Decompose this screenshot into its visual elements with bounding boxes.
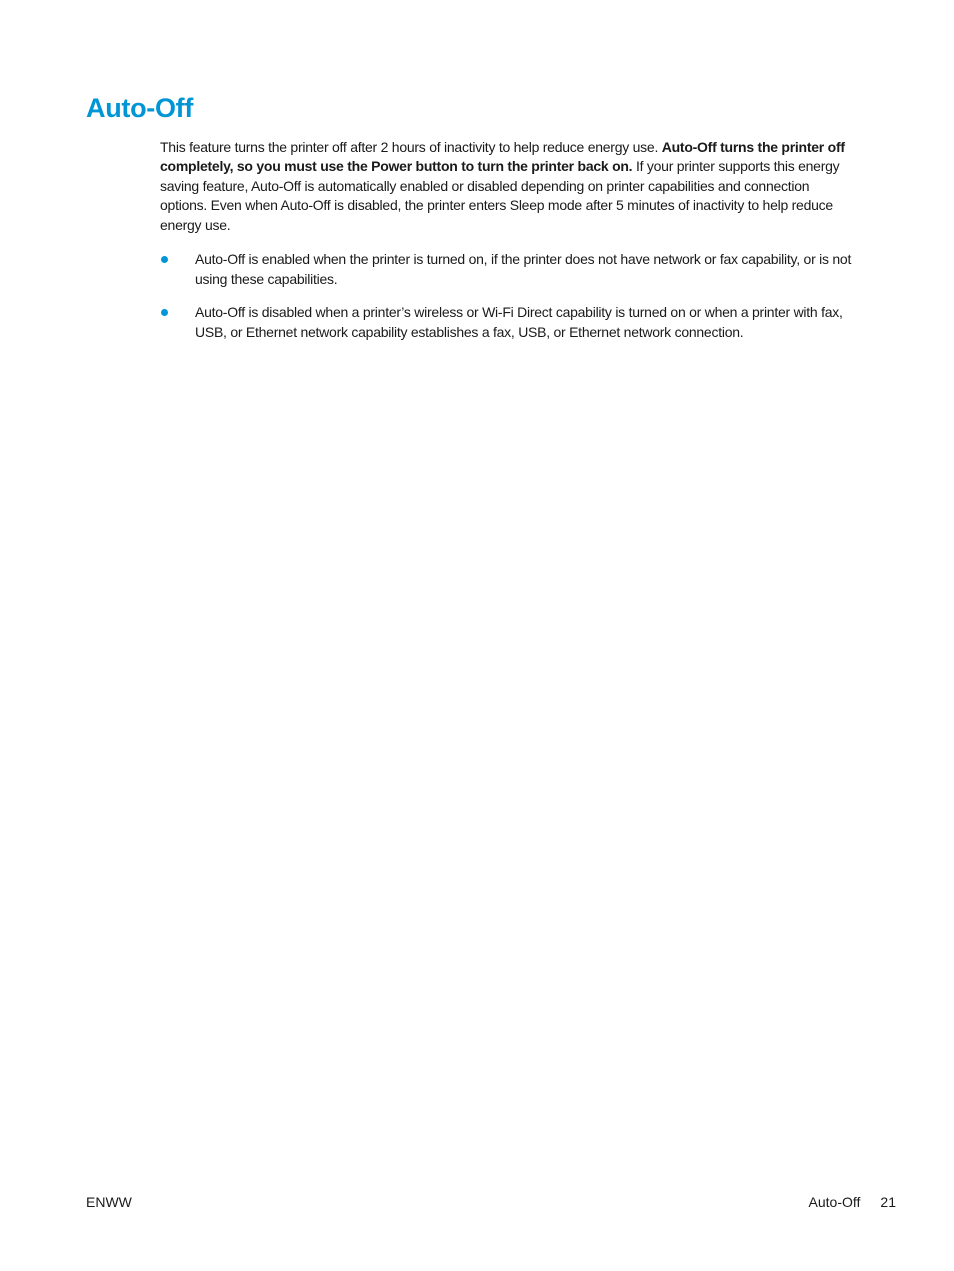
footer-page-info xyxy=(809,1192,896,1212)
intro-paragraph xyxy=(160,138,860,235)
content-body xyxy=(160,138,860,355)
page-title: Auto-Off xyxy=(86,93,194,123)
list-item xyxy=(160,249,875,289)
footer-document-id: ENWW xyxy=(86,1194,132,1210)
bullet-icon xyxy=(161,256,168,263)
page-number: 21 xyxy=(880,1194,896,1210)
intro-text-start: This feature turns the printer off after 2 hours of inactivity to help reduce energy use. xyxy=(160,139,662,155)
intro-bold-warning: Auto-Off turns the printer off completely, so you must use the Power button to turn the printer back on. xyxy=(160,139,845,175)
list-item xyxy=(160,302,875,342)
intro-text-end: If your printer supports this energy saving feature, Auto-Off is automatically enabled or disabled depending on printer capabilities and connection options. Even when Auto-Off is disabled, the printer enters Sleep mode after 5 minutes of inactivity to help reduce energy use. xyxy=(160,158,840,233)
bullet-list xyxy=(160,249,860,342)
footer-section-title: Auto-Off xyxy=(808,1194,861,1210)
list-item-text: Auto-Off is disabled when a printer’s wireless or Wi-Fi Direct capability is turned on or when a printer with fax, USB, or Ethernet network capability establishes a fax, USB, or Ethernet network connection. xyxy=(195,304,843,341)
list-item-text: Auto-Off is enabled when the printer is turned on, if the printer does not have network or fax capability, or is not using these capabilities. xyxy=(195,251,852,288)
bullet-icon xyxy=(161,309,168,316)
